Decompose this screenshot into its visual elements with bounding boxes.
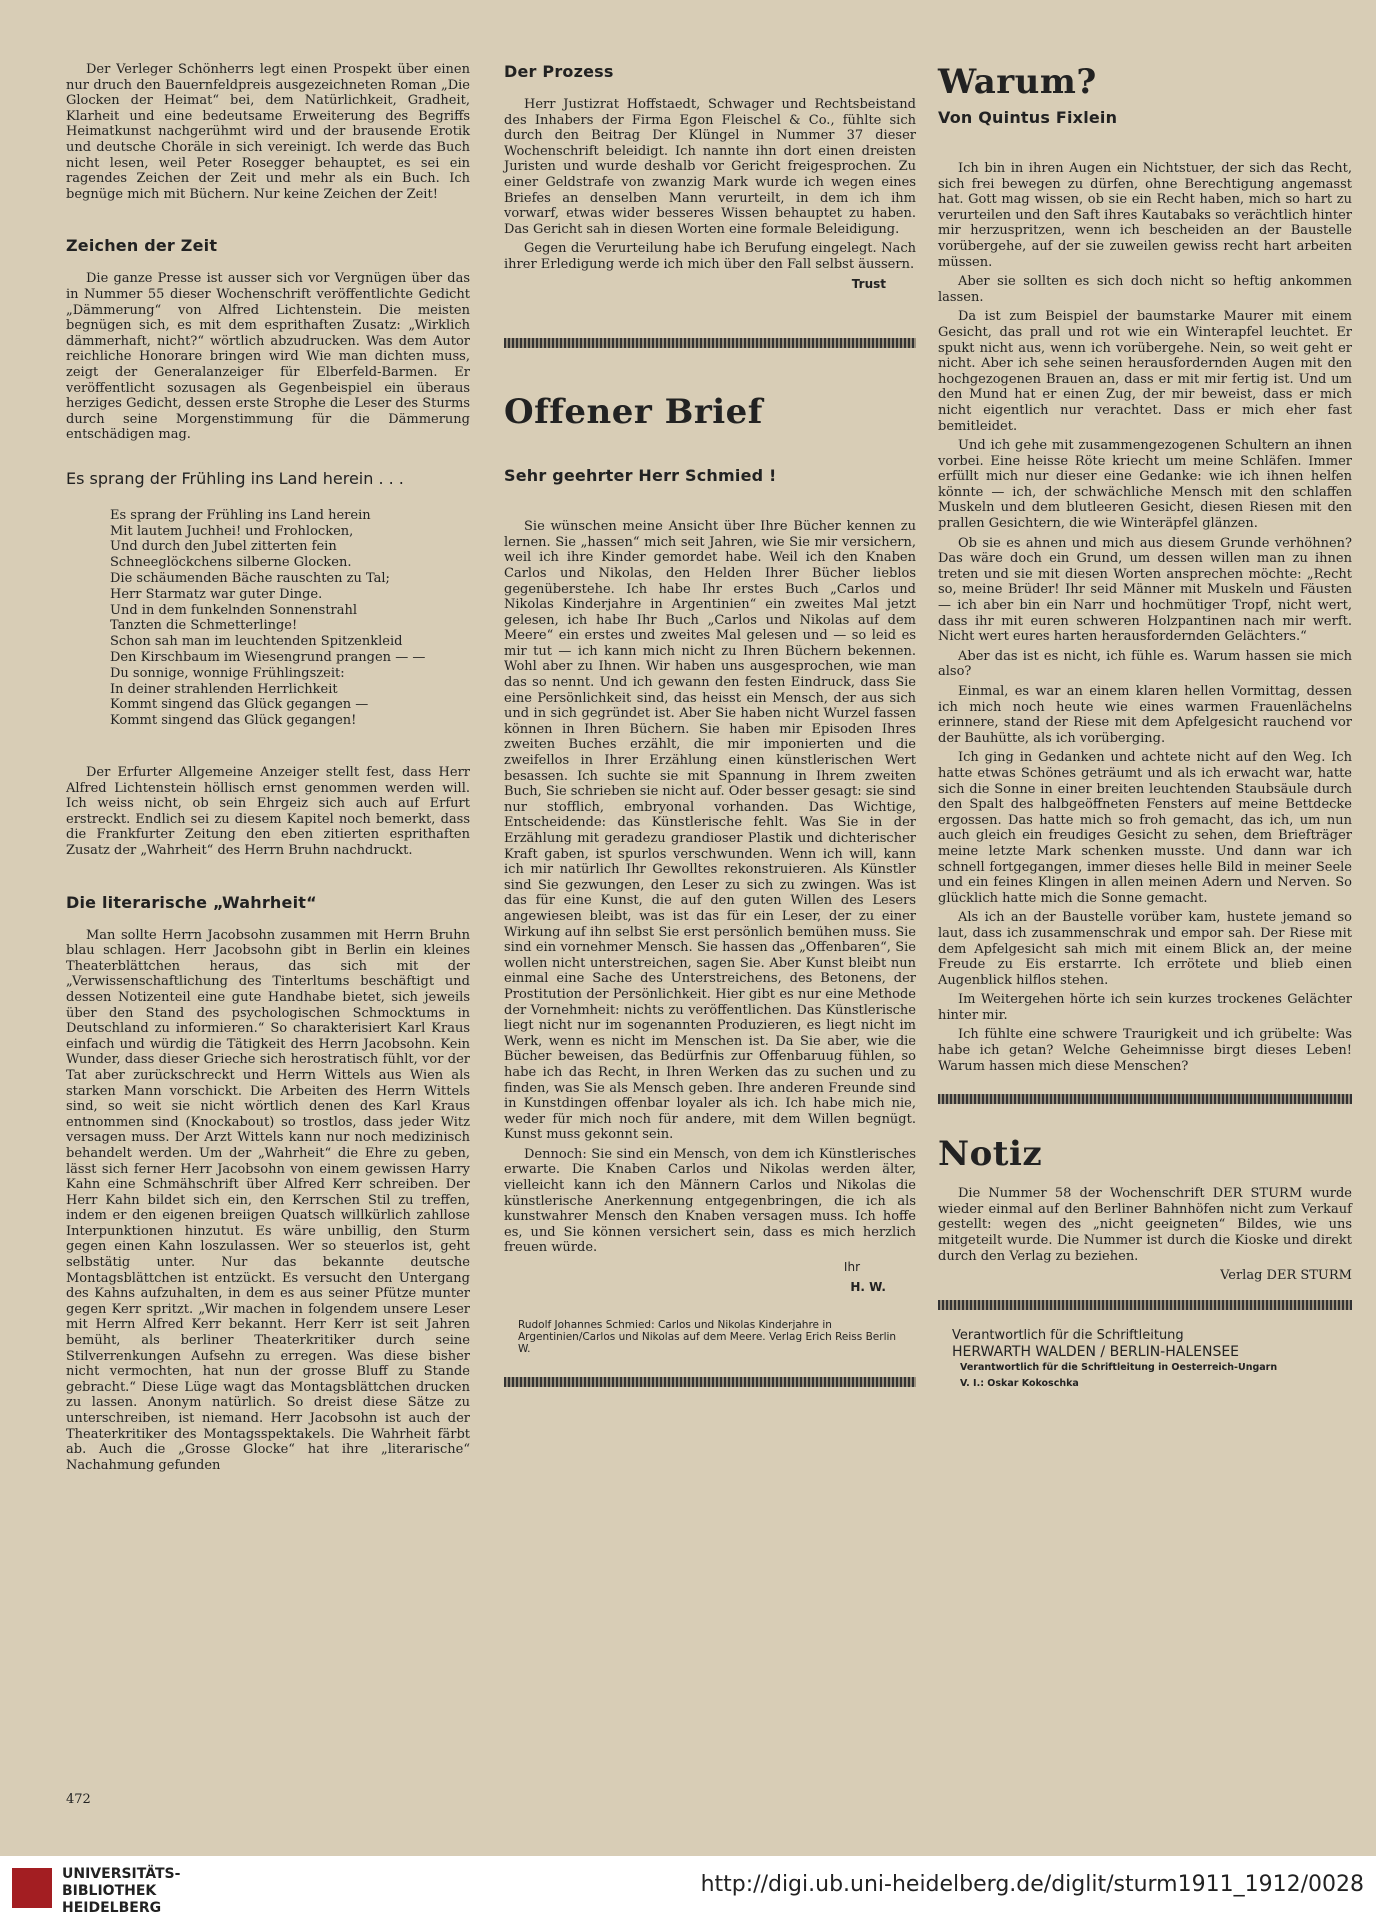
poem-line: Und durch den Jubel zitterten fein xyxy=(110,539,337,555)
poem-line: Kommt singend das Glück gegangen! xyxy=(110,713,357,729)
imprint-line: HERWARTH WALDEN / BERLIN-HALENSEE xyxy=(952,1343,1240,1360)
paragraph: Als ich an der Baustelle vorüber kam, hustete jemand so laut, dass ich zusammenschrak und empor sah. Der Riese mit dem Apfelgesicht sah mich mit einem Blick an, der meine Freude zu Eis erstarrte. Ich errötete und blieb einen Augenblick hilflos stehen. xyxy=(938,910,1352,988)
paragraph: Gegen die Verurteilung habe ich Berufung eingelegt. Nach ihrer Erledigung werde ich mich über den Fall selbst äussern. xyxy=(504,241,916,272)
heading-notiz: Notiz xyxy=(938,1134,1043,1175)
imprint-line: V. I.: Oskar Kokoschka xyxy=(960,1377,1079,1389)
paragraph: Und ich gehe mit zusammengezogenen Schultern an ihnen vorbei. Eine heisse Röte kriecht um meine Schläfen. Immer erfüllt mich nur dieser eine Gedanke: wie ich ihnen helfen könnte — ich, der schwächliche Mensch mit den schlaffen Muskeln und dem blutleeren Gesicht, diesen Riesen mit den prallen Gesichtern, die wie Winteräpfel glänzen. xyxy=(938,438,1352,532)
heading-literarische-wahrheit: Die literarische „Wahrheit“ xyxy=(66,892,317,912)
closing: Ihr xyxy=(843,1260,860,1275)
heading-offener-brief: Offener Brief xyxy=(504,392,763,433)
paragraph: Die ganze Presse ist ausser sich vor Vergnügen über das in Nummer 55 dieser Wochenschrift veröffentlichte Gedicht „Dämmerung“ von Alfred Lichtenstein. Die meisten begnügen sich, es mit dem esprithaften Zusatz: „Wirklich dämmerhaft, nicht?“ wörtlich abzudrucken. Was dem Autor reichliche Honorare bringen wird Wie man dichten muss, zeigt der Generalanzeiger für Elberfeld-Barmen. Er veröffentlicht sozusagen als Gegenbeispiel ein überaus herziges Gedicht, dessen erste Strophe die Leser des Sturms durch seine Morgenstimmung für die Dämmerung entschädigen mag. xyxy=(66,271,470,443)
poem-line: Den Kirschbaum im Wiesengrund prangen — — xyxy=(110,650,426,666)
library-name-line: BIBLIOTHEK xyxy=(62,1883,157,1899)
paragraph: Der Verleger Schönherrs legt einen Prospekt über einen nur druch den Bauernfeldpreis ausgezeichneten Roman „Die Glocken der Heimat“ bei, dem Natürlichkeit, Gradheit, Klarheit und eine bedeutsame Erweiterung des Begriffs Heimatkunst nachgerühmt wird und der brausende Erotik und deutsche Choräle in sich vereinigt. Ich werde das Buch nicht lesen, weil Peter Rosegger behauptet, es sei ein ragendes Zeichen der Zeit und mehr als ein Buch. Ich begnüge mich mit Büchern. Nur keine Zeichen der Zeit! xyxy=(66,62,470,202)
paragraph: Sie wünschen meine Ansicht über Ihre Bücher kennen zu lernen. Sie „hassen“ mich seit Jahren, wie Sie mir versichern, weil ich ihre Kinder gemordet habe. Weil ich den Knaben Carlos und Nikolas, den Helden Ihrer Bücher lieblos gegenüberstehe. Ich habe Ihr erstes Buch „Carlos und Nikolas Kinderjahre in Argentinien“ ein zweites Mal jetzt gelesen, ich habe Ihr Buch „Carlos und Nikolas auf dem Meere“ ein erstes und zweites Mal gelesen und — so leid es mir tut — ich kann mich nicht zu Ihren Büchern bekennen. Wohl aber zu Ihnen. Wir haben uns ausgesprochen, wie man das so nennt. Und ich gewann den festen Eindruck, dass Sie eine Persönlichkeit sind, das heisst ein Mensch, der aus sich und in sich gegründet ist. Aber Sie haben nicht Wurzel fassen können in Ihren Büchern. Sie haben mir Episoden Ihres zweiten Buches erzählt, die mir imponierten und die zweifellos in Ihrer Erzählung einen künstlerischen Wert besassen. Ich suchte sie mit Spannung in Ihrem zweiten Buch, Sie schrieben sie nicht auf. Oder besser gesagt: sie sind nur stofflich, embryonal vorhanden. Das Wichtige, Entscheidende: das Künstlerische fehlt. Was Sie in der Erzählung mit geradezu grandioser Plastik und dichterischer Kraft gaben, ist spurlos verschwunden. Wenn ich will, kann ich mir natürlich Ihr Gewolltes rekonstruieren. Als Künstler sind Sie gezwungen, den Leser zu sich zu zwingen. Was ist das für eine Kunst, die auf den guten Willen des Lesers angewiesen bleibt, was ist das für ein Leser, der zu einer Wirkung auf ihn selbst Sie erst persönlich bemühen muss. Sie sind ein vornehmer Mensch. Sie hassen das „Offenbaren“, Sie wollen nicht unterstreichen, sagen Sie. Aber Kunst bleibt nun einmal eine Sache des Unterstreichens, des Betonens, der Prostitution der Persönlichkeit. Hier gibt es nur eine Methode der Vornehmheit: nichts zu veröffentlichen. Das Künstlerische liegt nicht nur im sogenannten Produzieren, es liegt nicht im Werk, wenn es nicht im Menschen ist. Da Sie aber, wie die Bücher beweisen, das Bedürfnis zur Offenbaruug fühlen, so habe ich das Recht, in Ihren Werken das zu suchen und zu finden, was Sie als Mensch geben. Ihre anderen Freunde sind in Kunstdingen offenbar loyaler als ich. Ich habe mich nie, weder für mich noch für andere, mit dem Willen begnügt. Kunst muss gekonnt sein. xyxy=(504,519,916,1143)
paragraph: Die Nummer 58 der Wochenschrift DER STURM wurde wieder einmal auf den Berliner Bahnhöfen nicht zum Verkauf gestellt: wegen des „nicht geeigneten“ Bildes, wie uns mitgeteilt wurde. Die Nummer ist durch die Kioske und direkt durch den Verlag zu beziehen. xyxy=(938,1186,1352,1264)
poem-line: Tanzten die Schmetterlinge! xyxy=(110,618,298,634)
paragraph: Man sollte Herrn Jacobsohn zusammen mit Herrn Bruhn blau schlagen. Herr Jacobsohn gibt in Berlin ein kleines Theaterblättchen heraus, das sich mit der „Verwissenschaftlichung des Tinterltums beschäftigt und dessen Notizenteil eine gute Handhabe bietet, sich jeweils über den Stand des psychologischen Schmocktums in Deutschland zu informieren.“ So charakterisiert Karl Kraus einfach und würdig die Tätigkeit des Herrn Jacobsohn. Kein Wunder, dass dieser Grieche sich herostratisch fühlt, vor der Tat aber zurückschreckt und Herrn Wittels aus Wien als starken Mann vorschickt. Die Arbeiten des Herrn Wittels sind, so weit sie nicht wörtlich denen des Karl Kraus entnommen sind (Knockabout) so trostlos, dass jeder Witz versagen muss. Der Arzt Wittels kann nur noch medizinisch behandelt werden. Um der „Wahrheit“ die Ehre zu geben, lässt sich ferner Herr Jacobsohn von einem gewissen Harry Kahn eine Schmähschrift über Alfred Kerr schreiben. Der Herr Kahn bildet sich ein, den Kerrschen Stil zu treffen, indem er den eigenen breiigen Quatsch willkürlich zahllose Interpunktionen hinzutut. Es wäre unbillig, den Sturm gegen einen Kahn loszulassen. Wer so steuerlos ist, geht selbstätig unter. Nur das bekannte deutsche Montagsblättchen ist entzückt. Es versucht den Untergang des Kahns aufzuhalten, in dem es aus seiner Pfütze munter gegen Kerr spritzt. „Wir machen in folgendem unsere Leser mit Herrn Alfred Kerr bekannt. Herr Kerr ist seit Jahren bemüht, als berliner Theaterkritiker durch seine Stilverrenkungen Aufsehn zu erregen. Was diese bisher nicht vermochten, hat nun der grosse Bluff zu Stande gebracht.“ Diese Lüge wagt das Montagsblättchen drucken zu lassen. Anonym natürlich. So dreist diese Sätze zu unterschreiben, ist niemand. Herr Jacobsohn ist auch der Theaterkritiker des Montagsspektakels. Die Wahrheit färbt ab. Auch die „Grosse Glocke“ hat ihre „literarische“ Nachahmung gefunden xyxy=(66,927,470,1473)
paragraph: Da ist zum Beispiel der baumstarke Maurer mit einem Gesicht, das prall und rot wie ein Winterapfel leuchtet. Er spukt nicht aus, wenn ich vorübergehe. Nein, so weit geht er nicht. Aber ich sehe seinen herausfordernden Augen mit den hochgezogenen Brauen an, dass er mit mir fertig ist. Und um den Mund hat er einen Zug, der mir beweist, dass er mich nicht eigentlich nur verachtet. Dass er mich eher fast bemitleidet. xyxy=(938,309,1352,434)
byline: Von Quintus Fixlein xyxy=(938,108,1118,127)
heading-zeichen-der-zeit: Zeichen der Zeit xyxy=(66,236,218,256)
poem-line: In deiner strahlenden Herrlichkeit xyxy=(110,681,338,697)
salutation: Sehr geehrter Herr Schmied ! xyxy=(504,466,777,486)
poem xyxy=(66,508,470,729)
source-url-link[interactable]: http://digi.ub.uni-heidelberg.de/diglit/sturm1911_1912/0028 xyxy=(700,1872,1364,1897)
poem-line: Es sprang der Frühling ins Land herein xyxy=(110,507,371,523)
page-number: 472 xyxy=(66,1792,91,1807)
divider xyxy=(938,1094,1352,1104)
library-name-line: HEIDELBERG xyxy=(62,1900,162,1916)
paragraph: Ob sie es ahnen und mich aus diesem Grunde verhöhnen? Das wäre doch ein Grund, um dessen willen man zu ihnen treten und sie mit diesen Worten ansprechen möchte: „Recht so, meine Brüder! Ihr seid Männer mit Muskeln und Fäusten — ich aber bin ein Narr und hochmütiger Tropf, nicht wert, dass ihr mit euren schweren Holzpantinen nach mir werft. Nicht wert eures harten herausfordernden Gelächters.“ xyxy=(938,535,1352,645)
poem-line: Schon sah man im leuchtenden Spitzenkleid xyxy=(110,634,403,650)
paragraph: Aber sie sollten es sich doch nicht so heftig ankommen lassen. xyxy=(938,274,1352,305)
column-middle xyxy=(504,62,916,1387)
divider xyxy=(938,1300,1352,1310)
signature-trust: Trust xyxy=(851,276,886,291)
paragraph: Ich ging in Gedanken und achtete nicht auf den Weg. Ich hatte etwas Schönes geträumt und als ich erwacht war, hatte sich die Sonne in einer breiten leuchtenden Staubsäule durch den Spalt des halbgeöffneten Fensters auf meine Bettdecke ergossen. Das hatte mich so froh gemacht, das ich, um nun auch gleich ein freudiges Gesicht zu sehen, dem Briefträger meine letzte Mark schenken musste. Und dann war ich schnell fortgegangen, immer dieses helle Bild in meiner Seele und ein feines Klingen in allen meinen Adern und Nerven. So glücklich hatte mich die Sonne gemacht. xyxy=(938,750,1352,906)
divider xyxy=(504,1377,916,1387)
library-name-line: UNIVERSITÄTS- xyxy=(62,1866,181,1882)
signature-hw: H. W. xyxy=(850,1279,886,1294)
paragraph: Dennoch: Sie sind ein Mensch, von dem ich Künstlerisches erwarte. Die Knaben Carlos und Nikolas werden älter, vielleicht kann ich den Männern Carlos und Nikolas die künstlerische Anerkennung entgegenbringen, die ich als kunstwahrer Mensch den Knaben versagen muss. Ich hoffe es, und Sie können versichert sein, dass es mich herzlich freuen würde. xyxy=(504,1146,916,1256)
column-left xyxy=(66,62,470,1477)
paragraph: Ich fühlte eine schwere Traurigkeit und ich grübelte: Was habe ich getan? Welche Geheimnisse birgt dieses Leben! Warum hassen mich diese Menschen? xyxy=(938,1027,1352,1074)
poem-line: Schneeglöckchens silberne Glocken. xyxy=(110,555,352,571)
library-name xyxy=(62,1866,180,1917)
poem-line: Und in dem funkelnden Sonnenstrahl xyxy=(110,602,358,618)
paragraph: Ich bin in ihren Augen ein Nichtstuer, der sich das Recht, sich frei bewegen zu dürfen, ohne Berechtigung angemasst hat. Gott mag wissen, ob sie ein Recht haben, mich so hart zu verurteilen und den Saft ihres Kautabaks so verächtlich hinter mir herzuspritzen, wenn ich bescheiden an der Baustelle vorübergehe, auf der sie zuweilen gewiss recht hart arbeiten müssen. xyxy=(938,161,1352,270)
poem-line: Die schäumenden Bäche rauschten zu Tal; xyxy=(110,571,390,587)
poem-line: Du sonnige, wonnige Frühlingszeit: xyxy=(110,665,345,681)
poem-line: Kommt singend das Glück gegangen — xyxy=(110,697,369,713)
notiz-signature: Verlag DER STURM xyxy=(1220,1268,1352,1284)
divider xyxy=(504,338,916,348)
poem-line: Herr Starmatz war guter Dinge. xyxy=(110,586,323,602)
paragraph: Herr Justizrat Hoffstaedt, Schwager und Rechtsbeistand des Inhabers der Firma Egon Fleischel & Co., fühlte sich durch den Beitrag Der Klüngel in Nummer 37 dieser Wochenschrift beleidigt. Ich nannte ihn dort einen dreisten Juristen und wurde deshalb vor Gericht freigesprochen. Zu einer Geldstrafe von zwanzig Mark wurde ich wegen eines Briefes an denselben Mann verurteilt, in dem ich ihm vorwarf, etwas wider besseres Wissen behauptet zu haben. Das Gericht sah in diesen Worten eine formale Beleidigung. xyxy=(504,97,916,237)
paragraph: Einmal, es war an einem klaren hellen Vormittag, dessen ich mich noch heute wie eines warmen Frauenlächelns erinnere, stand der Riese mit dem Apfelgesicht rauchend vor der Bauhütte, als ich vorüberging. xyxy=(938,684,1352,746)
imprint-line: Verantwortlich für die Schriftleitung in Oesterreich-Ungarn xyxy=(960,1361,1278,1373)
paragraph: Aber das ist es nicht, ich fühle es. Warum hassen sie mich also? xyxy=(938,648,1352,680)
university-seal-icon xyxy=(12,1868,52,1908)
column-right xyxy=(938,62,1352,1394)
poem-line: Mit lautem Juchhei! und Frohlocken, xyxy=(110,523,354,539)
heading-warum: Warum? xyxy=(938,62,1097,102)
heading-der-prozess: Der Prozess xyxy=(504,62,614,81)
paragraph: Der Erfurter Allgemeine Anzeiger stellt fest, dass Herr Alfred Lichtenstein höllisch ernst genommen werden will. Ich weiss nicht, ob sein Ehrgeiz sich auch auf Erfurt erstreckt. Endlich sei zu diesem Kapitel noch bemerkt, dass die Frankfurter Zeitung den eben zitierten esprithaften Zusatz der „Wahrheit“ des Herrn Bruhn nachdruckt. xyxy=(66,765,470,858)
paragraph: Im Weitergehen hörte ich sein kurzes trockenes Gelächter hinter mir. xyxy=(938,992,1352,1023)
imprint-line: Verantwortlich für die Schriftleitung xyxy=(952,1327,1184,1343)
poem-title: Es sprang der Frühling ins Land herein . . . xyxy=(66,468,404,488)
footnote: Rudolf Johannes Schmied: Carlos und Nikolas Kinderjahre in Argentinien/Carlos und Nikolas auf dem Meere. Verlag Erich Reiss Berlin W. xyxy=(518,1319,897,1356)
